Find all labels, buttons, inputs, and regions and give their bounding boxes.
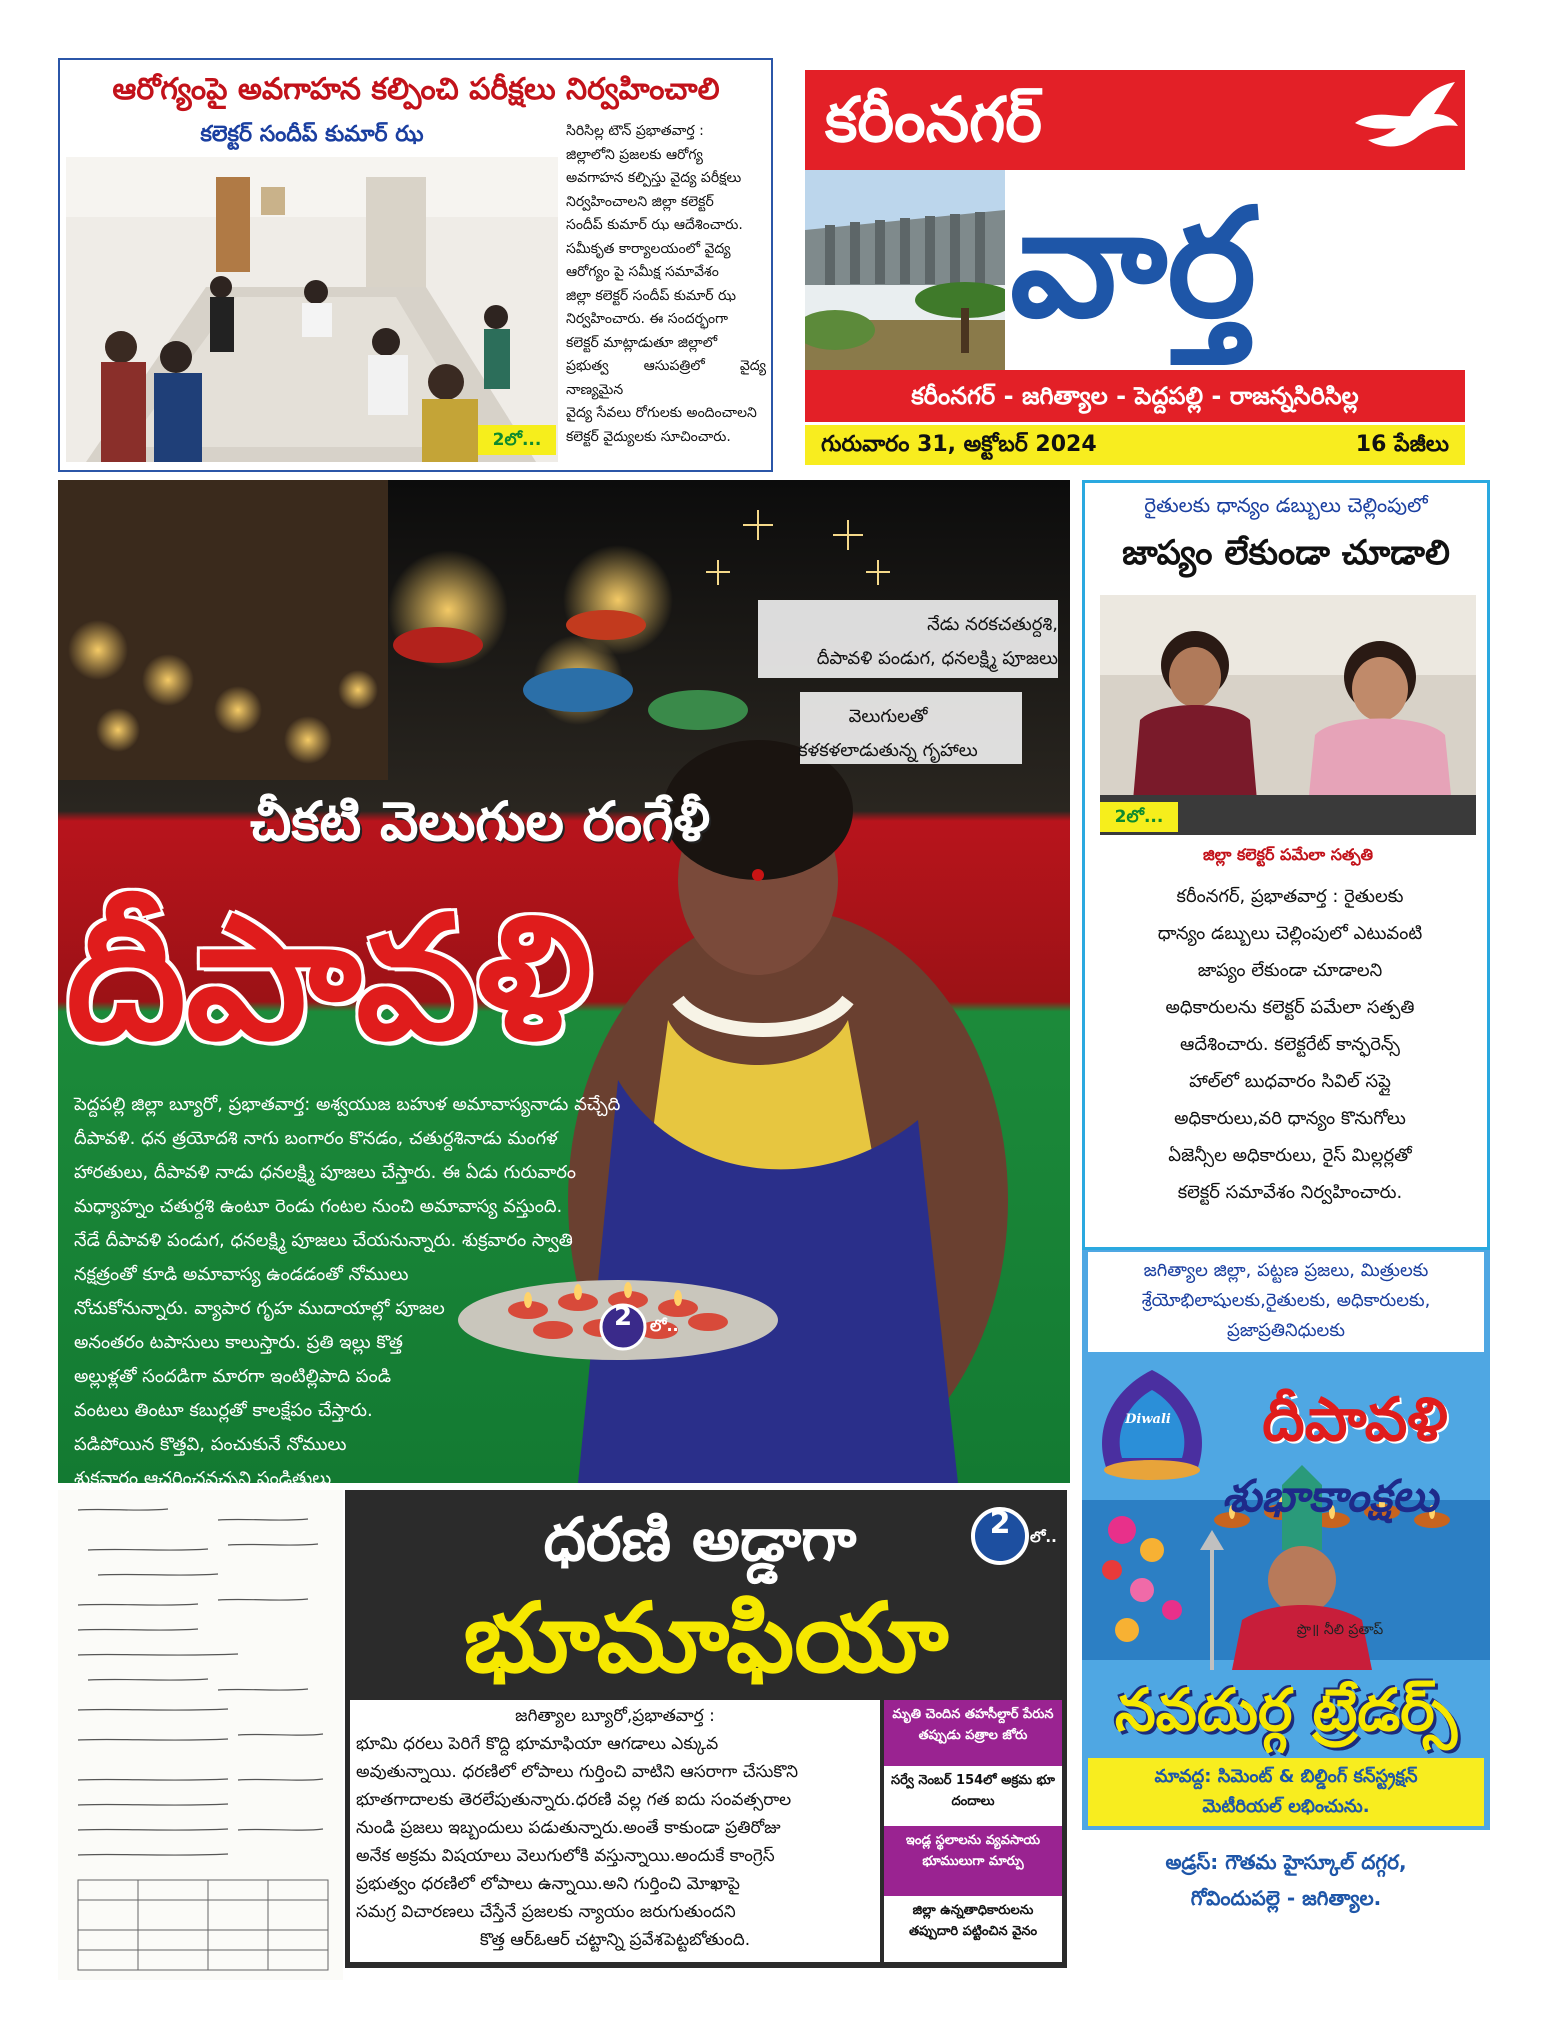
- body-line: ప్రభుత్వ ఆసుపత్రిలో వైద్య నాణ్యమైన: [566, 358, 766, 398]
- body-line: అనంతరం టపాసులు కాలుస్తారు. ప్రతి ఇల్లు కొత్త: [74, 1332, 403, 1353]
- body-line: వైద్య సేవలు రోగులకు అందించాలని: [566, 405, 757, 421]
- deals-line: మావద్ద: సిమెంట్ & బిల్డింగ్ కన్‌స్ట్రక్షన్: [1154, 1766, 1418, 1787]
- continued-tag[interactable]: 2లో...: [478, 425, 556, 455]
- ad-proprietor: ప్రొ॥ నీలి ప్రతాప్: [1296, 1622, 1384, 1638]
- body-line: కలెక్టర్ మాట్లాడుతూ జిల్లాలో: [566, 334, 718, 351]
- subhead-line: కళకళలాడుతున్న గృహాలు: [798, 740, 978, 761]
- meeting-photo: [66, 157, 558, 462]
- diwali-title: దీపావళి: [66, 878, 592, 1078]
- body-line: కొత్త ఆర్ఓఆర్ చట్టాన్ని ప్రవేశపెట్టబోతుంది.: [479, 1930, 751, 1950]
- shop-deals: [1088, 1758, 1484, 1826]
- body-line: నేడే దీపావళి పండుగ, ధనలక్ష్మి పూజలు చేయనున్నారు. శుక్రవారం స్వాతి: [74, 1230, 573, 1251]
- diwali-tagline: చీకటి వెలుగుల రంగేళీ: [250, 790, 710, 853]
- body-line: పెద్దపల్లి జిల్లా బ్యూరో, ప్రభాతవార్త: అశ్వయుజ బహుళ అమావాస్యనాడు వచ్చేది: [74, 1094, 621, 1115]
- body-line: కలెక్టర్ వైద్యులకు సూచించారు.: [566, 428, 731, 445]
- health-story-headline: ఆరోగ్యంపై అవగాహన కల్పించి పరీక్షలు నిర్వహించాలి: [112, 72, 720, 107]
- continued-tag[interactable]: 2లో...: [1100, 802, 1178, 832]
- subhead-line: నేడు నరకచతుర్దశి,: [927, 614, 1058, 635]
- highlight-item: ఇండ్ల స్థలాలను వ్యవసాయ భూములుగా మార్పు: [884, 1826, 1062, 1896]
- body-line: అవగాహన కల్పిస్తు వైద్య పరీక్షలు: [566, 170, 742, 186]
- body-line: వంటలు తింటూ కబుర్లతో కాలక్షేపం చేస్తారు.: [74, 1400, 373, 1421]
- body-line: కరీంనగర్, ప్రభాతవార్త : రైతులకు: [1176, 886, 1404, 907]
- body-line: దీపావళి. ధన త్రయోదశి నాగు బంగారం కొనడం, చతుర్దశినాడు మంగళ: [74, 1128, 558, 1149]
- diwali-subhead-one: [758, 608, 1058, 678]
- greeting-line: ప్రజాప్రతినిధులకు: [1227, 1320, 1345, 1341]
- body-line: అల్లుళ్లతో సందడిగా మారగా ఇంటిల్లిపాది పండి: [74, 1366, 392, 1387]
- photo-caption: జిల్లా కలెక్టర్ పమేలా సత్పతి: [1202, 845, 1374, 864]
- body-line: మధ్యాహ్నం చతుర్దశి ఉంటూ రెండు గంటల నుంచి అమావాస్య వస్తుంది.: [74, 1196, 563, 1217]
- dam-photo: [805, 170, 1005, 370]
- ad-title: దీపావళి: [1262, 1385, 1448, 1455]
- body-line: సమగ్ర విచారణలు చేస్తేనే ప్రజలకు న్యాయం జరుగుతుందని: [356, 1902, 736, 1922]
- address-line: గోవిందుపల్లె - జగిత్యాల.: [1190, 1886, 1382, 1910]
- highlight-item: జిల్లా ఉన్నతాధికారులను తప్పుదారి పట్టించిన వైనం: [884, 1896, 1062, 1962]
- ad-wishes: శుభాకాంక్షలు: [1221, 1471, 1439, 1522]
- shop-address: [1082, 1830, 1490, 1930]
- issue-date: గురువారం 31, అక్టోబర్ 2024: [821, 432, 1097, 457]
- continued-suffix: లో..: [650, 1316, 679, 1335]
- deals-line: మెటీరియల్ లభించును.: [1202, 1796, 1370, 1817]
- subhead-line: దీపావళి పండుగ, ధనలక్ష్మి పూజలు: [816, 648, 1058, 669]
- land-story-body: [350, 1700, 880, 1962]
- highlight-item: సర్వే నెంబర్ 154లో అక్రమ భూ దందాలు: [884, 1766, 1062, 1826]
- shop-name: నవదుర్గ ట్రేడర్స్: [1114, 1676, 1458, 1744]
- health-story-body: [566, 120, 766, 465]
- highlight-item: మృతి చెందిన తహసీల్దార్ పేరున తప్పుడు పత్రాల జోరు: [884, 1700, 1062, 1766]
- diwali-subhead-two: [758, 700, 1018, 770]
- body-line: జగిత్యాల బ్యూరో,ప్రభాతవార్త :: [515, 1706, 715, 1726]
- body-line: శుక్రవారం ఆచరించవచ్చని పండితులు: [74, 1468, 332, 1489]
- diwali-story-body: [74, 1088, 699, 1489]
- masthead-name-bottom: వార్త: [1010, 177, 1257, 351]
- page-count: 16 పేజీలు: [1355, 432, 1449, 457]
- diwali-continued-tag[interactable]: [598, 1302, 708, 1352]
- dove-logo-icon: [1350, 78, 1460, 158]
- body-line: నిర్వహించారు. ఈ సందర్భంగా: [566, 311, 729, 327]
- masthead-name-top: కరీంనగర్: [825, 83, 1043, 156]
- farmers-story-kicker: రైతులకు ధాన్యం డబ్బులు చెల్లింపులో: [1144, 493, 1428, 517]
- masthead-dateline: [805, 425, 1465, 465]
- body-line: సిరిసిల్ల టౌన్ ప్రభాతవార్త :: [566, 123, 704, 139]
- land-story-headline-main: భూమాఫియా: [463, 1582, 949, 1694]
- continued-suffix: లో..: [1030, 1528, 1057, 1546]
- body-line: ఆదేశించారు. కలెక్టరేట్ కాన్ఫరెన్స్: [1180, 1034, 1400, 1055]
- diwali-badge: Diwali: [1125, 1412, 1171, 1427]
- body-line: జాప్యం లేకుండా చూడాలని: [1197, 960, 1383, 981]
- land-continued-tag[interactable]: [970, 1506, 1060, 1566]
- continued-number: 2: [989, 1506, 1011, 1541]
- collector-photo: [1100, 595, 1476, 835]
- body-line: సందీప్ కుమార్ ఝ ఆదేశించారు.: [566, 217, 743, 233]
- masthead-districts: కరీంనగర్ - జగిత్యాల - పెద్దపల్లి - రాజన్నసిరిసిల్ల: [805, 370, 1465, 422]
- continued-number: 2: [613, 1302, 633, 1332]
- body-line: నోచుకోనున్నారు. వ్యాపార గృహ ముదాయాల్లో పూజల: [74, 1298, 445, 1319]
- land-story-headline-top: ధరణి అడ్డాగా: [543, 1505, 857, 1575]
- body-line: పడిపోయిన కొత్తవి, పంచుకునే నోములు: [74, 1434, 347, 1455]
- body-line: భూమి ధరలు పెరిగే కొద్ది భూమాఫియా ఆగడాలు ఎక్కువ: [356, 1734, 719, 1754]
- body-line: ఆరోగ్యం పై సమీక్ష సమావేశం: [566, 264, 719, 280]
- farmers-story-body: [1100, 878, 1480, 1238]
- ad-greeting: [1088, 1252, 1484, 1352]
- subhead-line: వెలుగులతో: [848, 706, 928, 727]
- address-line: అడ్రస్: గౌతమ హైస్కూల్ దగ్గర,: [1165, 1850, 1407, 1874]
- land-record-document-image: [58, 1490, 343, 1980]
- farmers-story-headline: జాప్యం లేకుండా చూడాలి: [1122, 533, 1450, 573]
- body-line: ప్రభుత్వం ధరణిలో లోపాలు ఉన్నాయి.అని గుర్తించి మోఖాపై: [356, 1874, 741, 1894]
- body-line: జిల్లాలోని ప్రజలకు ఆరోగ్య: [566, 146, 703, 163]
- body-line: అనేక అక్రమ విషయాలు వెలుగులోకి వస్తున్నాయి.అందుకే కాంగ్రెస్: [356, 1846, 775, 1866]
- body-line: నిర్వహించాలని జిల్లా కలెక్టర్: [566, 193, 714, 210]
- health-story-subhead: కలెక్టర్ సందీప్ కుమార్ ఝ: [200, 122, 424, 147]
- greeting-line: జగిత్యాల జిల్లా, పట్టణ ప్రజలు, మిత్రులకు: [1143, 1260, 1429, 1281]
- body-line: ధాన్యం డబ్బులు చెల్లింపులో ఎటువంటి: [1157, 923, 1423, 944]
- greeting-line: శ్రేయోభిలాషులకు,రైతులకు, అధికారులకు,: [1141, 1290, 1431, 1311]
- body-line: జిల్లా కలెక్టర్ సందీప్ కుమార్ ఝ: [566, 287, 737, 304]
- body-line: అవుతున్నాయి. ధరణిలో లోపాలు గుర్తించి వాటిని ఆసరాగా చేసుకొని: [356, 1762, 799, 1782]
- body-line: ఏజెన్సీల అధికారులు, రైస్ మిల్లర్లతో: [1168, 1145, 1412, 1166]
- body-line: సమీకృత కార్యాలయంలో వైద్య: [566, 240, 731, 257]
- body-line: నుండి ప్రజలు ఇబ్బందులు పడుతున్నారు.అంతే కాకుండా ప్రతిరోజు: [356, 1818, 781, 1838]
- body-line: కలెక్టర్ సమావేశం నిర్వహించారు.: [1177, 1182, 1403, 1203]
- body-line: అధికారులు,వరి ధాన్యం కొనుగోలు: [1174, 1108, 1406, 1129]
- land-story-highlights: [884, 1700, 1062, 1962]
- body-line: అధికారులను కలెక్టర్ పమేలా సత్పతి: [1165, 997, 1415, 1018]
- body-line: హాల్‌లో బుధవారం సివిల్ సప్లై: [1189, 1071, 1391, 1092]
- body-line: నక్షత్రంతో కూడి అమావాస్య ఉండడంతో నోములు: [74, 1264, 409, 1285]
- body-line: భూతగాదాలకు తెరలేపుతున్నారు.ధరణి వల్ల గత ఐదు సంవత్సరాల: [356, 1790, 792, 1810]
- body-line: హారతులు, దీపావళి నాడు ధనలక్ష్మి పూజలు చేస్తారు. ఈ ఏడు గురువారం: [74, 1162, 577, 1183]
